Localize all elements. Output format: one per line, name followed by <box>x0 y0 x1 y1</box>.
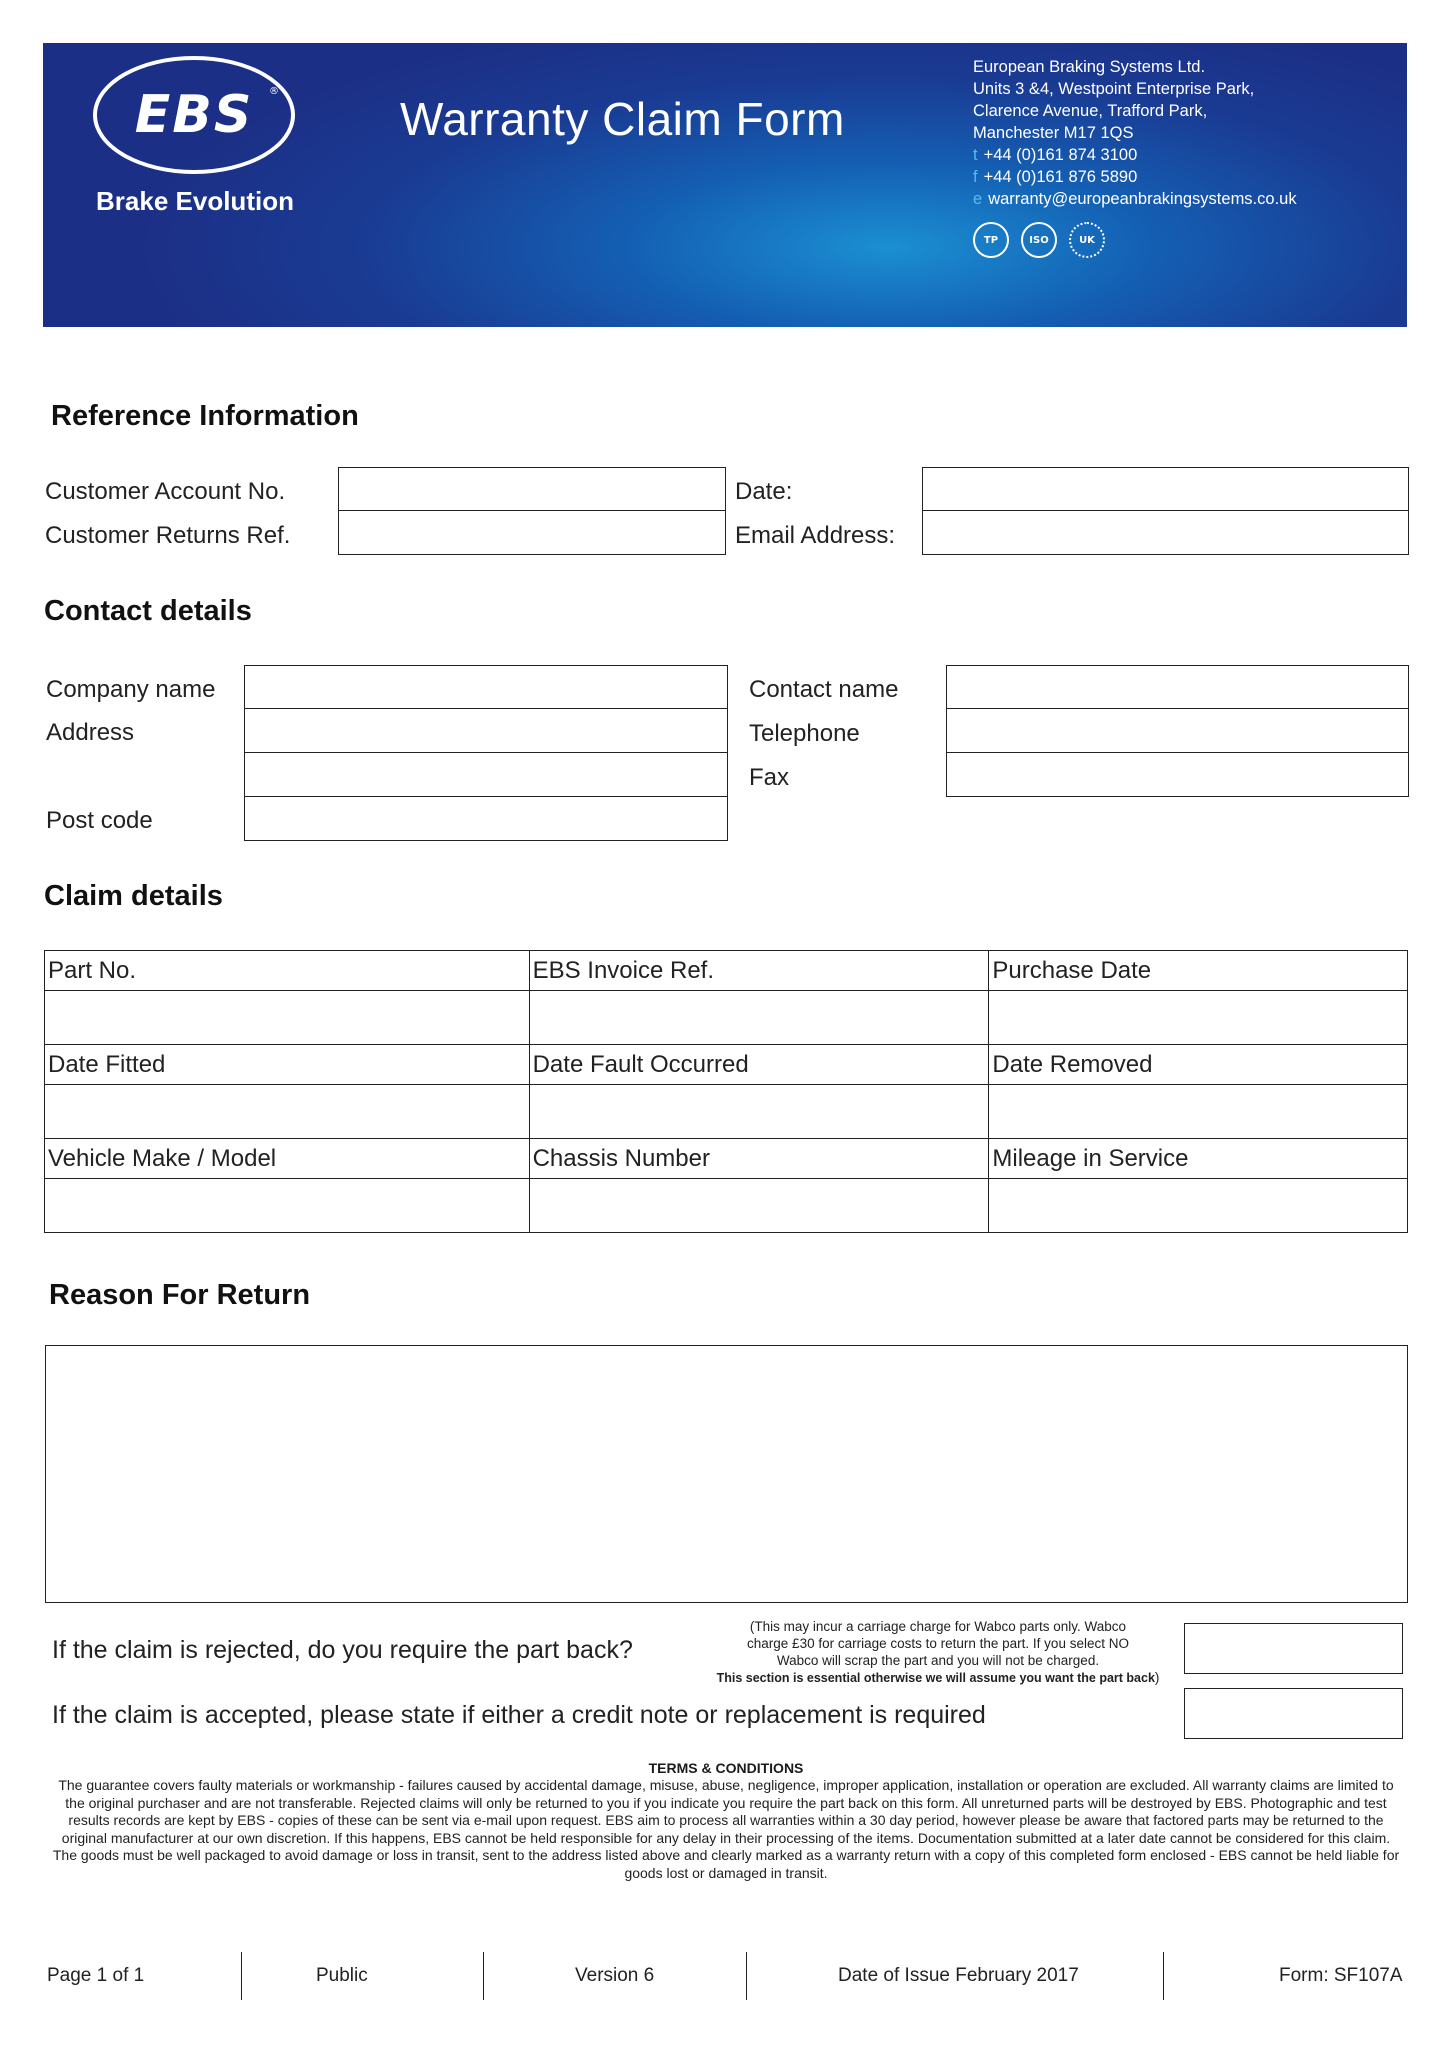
fax-field[interactable] <box>946 752 1409 797</box>
email-value[interactable]: warranty@europeanbrakingsystems.co.uk <box>988 190 1297 208</box>
terms-body: The guarantee covers faulty materials or workmanship - failures caused by accidental damage, misuse, abuse, negligence, improper application, installation or operation are excluded. All warranty claims are limited to the original purchaser and are not transferable. Rejected claims will only be returned to you if you indicate you require the part back on this form. All unreturned parts will be destroyed by EBS. Photographic and test results records are kept by EBS - copies of these can be sent via e-mail upon request. EBS aim to process all warranties within a 30 day period, however please be aware that factored parts may be returned to the original manufacturer at our own discretion. If this happens, EBS cannot be held responsible for any delay in their processing of the items. Documentation submitted at a later date cannot be considered for this claim. The goods must be well packaged to avoid damage or loss in transit, sent to the address listed above and clearly marked as a warranty return with a copy of this completed form enclosed - EBS cannot be held liable for goods lost or damaged in transit. <box>52 1777 1400 1881</box>
ebs-invoice-ref-label: EBS Invoice Ref. <box>529 951 989 991</box>
post-code-field[interactable] <box>244 796 728 841</box>
address-field-line2[interactable] <box>244 752 728 797</box>
chassis-number-label: Chassis Number <box>529 1139 989 1179</box>
company-name-label: Company name <box>46 676 216 703</box>
vehicle-make-model-field[interactable] <box>45 1179 530 1233</box>
note-line: (This may incur a carriage charge for Wabco parts only. Wabco <box>749 1619 1127 1634</box>
telephone-key: t <box>973 146 978 164</box>
uk-cert-icon: UK <box>1069 222 1105 258</box>
terms-title: TERMS & CONDITIONS <box>648 1760 804 1776</box>
date-fault-occurred-field[interactable] <box>529 1085 989 1139</box>
fax-line <box>973 166 1297 188</box>
customer-returns-field[interactable] <box>338 510 726 555</box>
telephone-value: +44 (0)161 874 3100 <box>983 146 1138 164</box>
logo-registered-mark: ® <box>269 86 279 97</box>
telephone-field[interactable] <box>946 708 1409 753</box>
telephone-line <box>973 144 1297 166</box>
purchase-date-field[interactable] <box>989 991 1408 1045</box>
company-line: Manchester M17 1QS <box>973 124 1134 142</box>
email-address-label: Email Address: <box>735 522 896 549</box>
footer-form-number: Form: SF107A <box>1279 1965 1403 1986</box>
footer-page: Page 1 of 1 <box>47 1965 145 1986</box>
footer-divider <box>483 1952 484 2000</box>
fax-key: f <box>973 168 978 186</box>
date-field[interactable] <box>922 467 1409 512</box>
iso-cert-icon: ISO <box>1021 222 1057 258</box>
email-address-field[interactable] <box>922 510 1409 555</box>
customer-account-label: Customer Account No. <box>45 478 286 505</box>
customer-account-field[interactable] <box>338 467 726 512</box>
form-title: Warranty Claim Form <box>400 93 845 145</box>
footer-classification: Public <box>316 1965 368 1986</box>
company-line: European Braking Systems Ltd. <box>973 58 1206 76</box>
part-no-label: Part No. <box>45 951 530 991</box>
date-fault-occurred-label: Date Fault Occurred <box>529 1045 989 1085</box>
part-no-field[interactable] <box>45 991 530 1045</box>
footer-divider <box>241 1952 242 2000</box>
date-removed-label: Date Removed <box>989 1045 1408 1085</box>
reason-for-return-field[interactable] <box>45 1345 1408 1603</box>
company-address-block <box>973 56 1297 210</box>
reference-heading: Reference Information <box>51 400 359 432</box>
part-back-field[interactable] <box>1184 1623 1403 1674</box>
tp-cert-icon: TP <box>973 222 1009 258</box>
chassis-number-field[interactable] <box>529 1179 989 1233</box>
purchase-date-label: Purchase Date <box>989 951 1408 991</box>
logo-text: EBS <box>134 85 254 145</box>
post-code-label: Post code <box>46 807 153 834</box>
credit-or-replacement-field[interactable] <box>1184 1688 1403 1739</box>
date-fitted-label: Date Fitted <box>45 1045 530 1085</box>
footer-divider <box>1163 1952 1164 2000</box>
note-line: Wabco will scrap the part and you will not be charged. <box>776 1653 1100 1668</box>
ebs-invoice-ref-field[interactable] <box>529 991 989 1045</box>
rejected-question: If the claim is rejected, do you require the part back? <box>52 1636 633 1664</box>
email-line <box>973 188 1297 210</box>
note-line: charge £30 for carriage costs to return the part. If you select NO <box>747 1636 1129 1651</box>
contact-name-label: Contact name <box>749 676 899 703</box>
fax-value: +44 (0)161 876 5890 <box>983 168 1138 186</box>
note-essential: This section is essential otherwise we will assume you want the part back <box>716 1671 1155 1685</box>
company-line: Clarence Avenue, Trafford Park, <box>973 102 1208 120</box>
company-line: Units 3 &4, Westpoint Enterprise Park, <box>973 80 1255 98</box>
telephone-label: Telephone <box>749 720 860 747</box>
claim-details-table <box>44 950 1408 1233</box>
company-name-field[interactable] <box>244 665 728 710</box>
logo-tagline: Brake Evolution <box>96 186 294 216</box>
contact-name-field[interactable] <box>946 665 1409 710</box>
address-label: Address <box>46 719 135 746</box>
email-key: e <box>973 190 983 208</box>
footer <box>43 1952 1409 2000</box>
footer-divider <box>746 1952 747 2000</box>
date-label: Date: <box>735 478 793 505</box>
carriage-charge-note <box>698 1618 1178 1687</box>
mileage-in-service-field[interactable] <box>989 1179 1408 1233</box>
vehicle-make-model-label: Vehicle Make / Model <box>45 1139 530 1179</box>
accepted-question: If the claim is accepted, please state if either a credit note or replacement is required <box>52 1701 986 1729</box>
contact-heading: Contact details <box>44 595 252 627</box>
date-removed-field[interactable] <box>989 1085 1408 1139</box>
fax-label: Fax <box>749 764 790 791</box>
address-field-line1[interactable] <box>244 708 728 753</box>
note-close: ) <box>1154 1670 1160 1685</box>
date-fitted-field[interactable] <box>45 1085 530 1139</box>
reason-heading: Reason For Return <box>49 1279 311 1311</box>
footer-issue-date: Date of Issue February 2017 <box>838 1965 1079 1986</box>
customer-returns-label: Customer Returns Ref. <box>45 522 291 549</box>
claim-heading: Claim details <box>44 880 223 912</box>
certification-logos <box>973 222 1105 258</box>
mileage-in-service-label: Mileage in Service <box>989 1139 1408 1179</box>
footer-version: Version 6 <box>575 1965 655 1986</box>
